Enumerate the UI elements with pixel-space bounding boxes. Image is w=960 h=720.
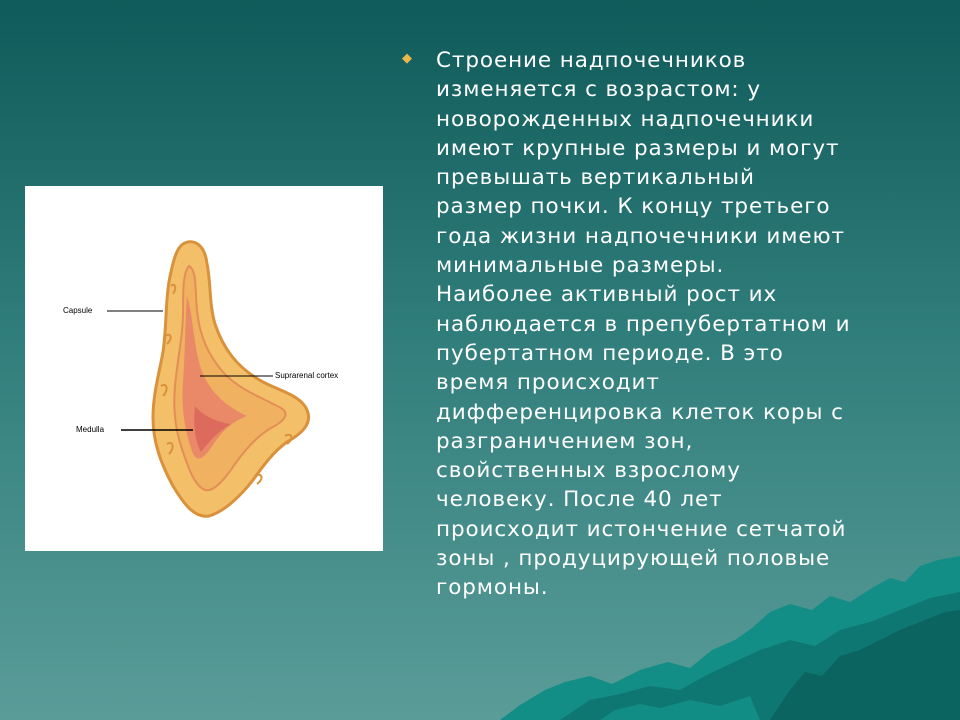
adrenal-gland-illustration [25,186,383,551]
diamond-bullet-icon: ◆ [402,51,412,66]
capsule-label: Capsule [63,306,93,315]
suprarenal-cortex-label: Suprarenal cortex [275,371,339,380]
medulla-label: Medulla [76,425,105,434]
adrenal-gland-figure [25,186,383,551]
bullet-paragraph: Строение надпочечников изменяется с возрастом: у новорожденных надпочечники имеют крупные размеры и могут превышать вертикальный размер почки. К концу третьего года жизни надпочечники имеют минимальные размеры. Наиболее активный рост их наблюдается в препубертатном и пубертатном периоде. В это время происходит дифференцировка клеток коры с разграничением зон, свойственных взрослому человеку. После 40 лет происходит истончение сетчатой зоны , продуцирующей половые гормоны. [436,48,851,601]
bullet-list [402,46,922,603]
